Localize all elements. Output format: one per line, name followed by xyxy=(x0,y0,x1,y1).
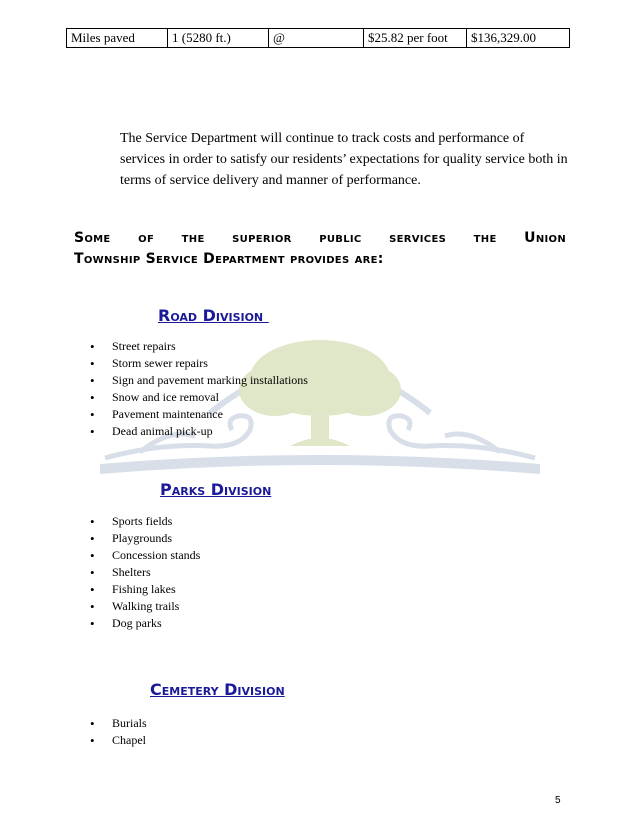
intro-paragraph: The Service Department will continue to track costs and performance of services in order to satisfy our residents’ expectations for quality service both in terms of service delivery and manner of performance. xyxy=(120,131,568,188)
cemetery-division-title: Cemetery Division xyxy=(150,680,285,699)
list-item: • Shelters xyxy=(86,564,200,581)
list-item: • Street repairs xyxy=(86,338,308,355)
list-item: • Playgrounds xyxy=(86,530,200,547)
list-item: • Burials xyxy=(86,715,147,732)
parks-division-list xyxy=(86,513,200,632)
list-item: • Sports fields xyxy=(86,513,200,530)
parks-division-title: Parks Division xyxy=(160,480,272,499)
cost-rate-cell: $25.82 per foot xyxy=(364,29,467,48)
list-item: • Snow and ice removal xyxy=(86,389,308,406)
cost-label-cell: Miles paved xyxy=(67,29,168,48)
cost-table xyxy=(66,28,570,48)
page-number: 5 xyxy=(555,795,561,806)
list-item: • Sign and pavement marking installations xyxy=(86,372,308,389)
road-division-title: Road Division xyxy=(158,306,269,325)
table-row xyxy=(67,29,570,48)
cost-quantity-cell: 1 (5280 ft.) xyxy=(168,29,269,48)
services-heading xyxy=(74,228,566,270)
cost-at-cell: @ xyxy=(269,29,364,48)
services-heading-line1: Some of the superior public services the Union xyxy=(74,230,566,246)
list-item: • Chapel xyxy=(86,732,147,749)
list-item: • Pavement maintenance xyxy=(86,406,308,423)
scroll-right-icon xyxy=(389,416,535,458)
list-item: • Storm sewer repairs xyxy=(86,355,308,372)
cost-total-cell: $136,329.00 xyxy=(467,29,570,48)
list-item: • Dead animal pick-up xyxy=(86,423,308,440)
list-item: • Walking trails xyxy=(86,598,200,615)
cemetery-division-list xyxy=(86,715,147,749)
services-heading-line2: Township Service Department provides are: xyxy=(74,251,384,267)
watermark-base-band xyxy=(100,455,540,474)
road-division-list xyxy=(86,338,308,440)
list-item: • Dog parks xyxy=(86,615,200,632)
list-item: • Fishing lakes xyxy=(86,581,200,598)
list-item: • Concession stands xyxy=(86,547,200,564)
